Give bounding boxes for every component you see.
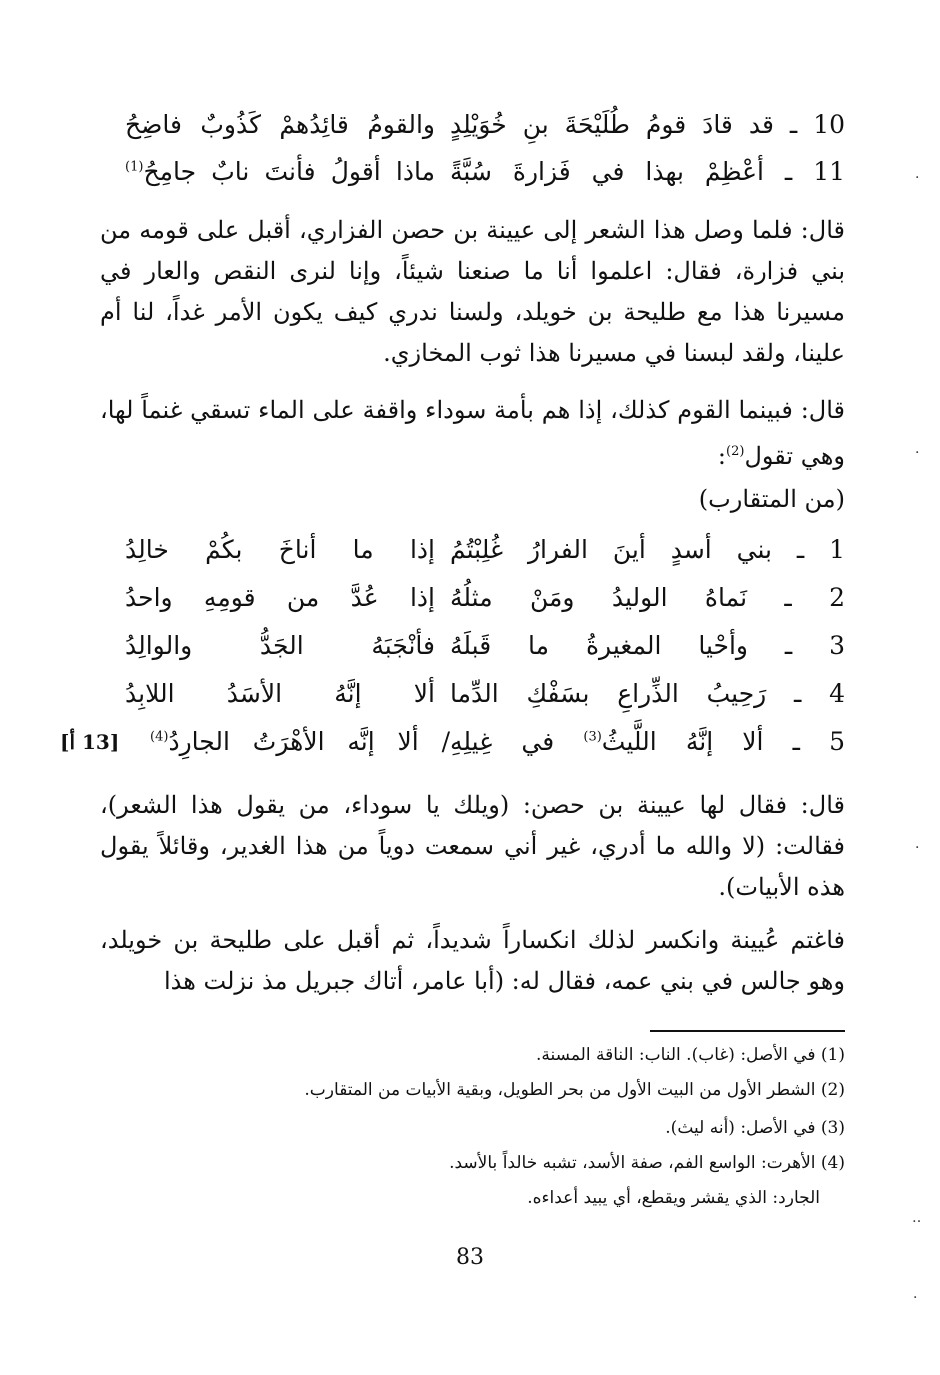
margin-speck: ·	[915, 170, 920, 186]
footnote-ref-4: (4)	[150, 729, 169, 745]
paragraph-2-colon: :	[717, 442, 727, 470]
poem1-verse-11-text: ماذا أقولُ فأنتَ نابٌ جامِحُ	[143, 157, 435, 186]
poem2-verse-5-text-a: 5 ـ ألا إنَّهُ اللَّيثُ	[601, 727, 845, 756]
poem2-verse-4-first: 4 ـ رَحِيبُ الذِّراعِ بسَفْكِ الدِّما	[450, 679, 845, 708]
margin-speck: ‥	[912, 1210, 922, 1226]
paragraph-3: قال: فقال لها عيينة بن حصن: (ويلك يا سوداء، من يقول هذا الشعر)، فقالت: (لا والله ما أدري، غير أني سمعت دوياً من هذا الغدير، وقائلاً يقول هذه الأبيات).	[100, 791, 845, 901]
poem2-verse-4-second: ألا إنَّهُ الأسَدُ اللابِدُ	[125, 679, 435, 708]
poem2-verse-1-first: 1 ـ بني أسدٍ أينَ الفرارُ غُلِبْتُمُ	[450, 535, 845, 564]
poem2-verse-2-first: 2 ـ نَماهُ الوليدُ ومَنْ مثلُهُ	[450, 583, 845, 612]
meter-label: (من المتقارب)	[698, 485, 845, 513]
footnote-1: (1) في الأصل: (غاب). الناب: الناقة المسنة.	[536, 1045, 845, 1065]
poem1-verse-10-first: 10 ـ قد قادَ قومُ طُلَيْحَةَ بنِ خُوَيْلِدٍ	[450, 110, 845, 139]
paragraph-2	[100, 390, 845, 477]
poem2-verse-5-first	[450, 727, 845, 756]
footnote-ref-3: (3)	[583, 729, 602, 745]
paragraph-1: قال: فلما وصل هذا الشعر إلى عيينة بن حصن الفزاري، أقبل على قومه من بني فزارة، فقال: اعلموا أنا ما صنعنا شيئاً، وإنا لنرى النقص والعار في مسيرنا هذا مع طليحة بن خويلد، ولسنا ندري كيف يكون الأمر غداً، لنا أم علينا، ولقد لبسنا في مسيرنا هذا ثوب المخازي.	[100, 216, 845, 367]
footnote-ref-2: (2)	[726, 444, 745, 459]
poem2-verse-3-second: فأنْجَبَهُ الجَدُّ والوالِدُ	[125, 631, 435, 660]
footnote-divider	[650, 1030, 845, 1032]
footnote-3: (3) في الأصل: (أنه ليث).	[665, 1118, 845, 1138]
poem2-verse-5-second	[150, 727, 450, 756]
poem2-verse-3-first: 3 ـ وأحْيا المغيرةُ ما قَبلَهُ	[450, 631, 845, 660]
paragraph-4: فاغتم عُيينة وانكسر لذلك انكساراً شديداً، ثم أقبل على طليحة بن خويلد، وهو جالس في بني عمه، فقال له: (أبا عامر، أتاك جبريل مذ نزلت هذا	[100, 926, 846, 995]
poem2-verse-5-text-c: / ألا إنَّه الأهْرَتُ الجارِدُ	[168, 727, 450, 756]
poem2-verse-1-second: إذا ما أناخَ بكُمْ خالِدُ	[125, 535, 435, 564]
paragraph-2-text: قال: فبينما القوم كذلك، إذا هم بأمة سوداء واقفة على الماء تسقي غنماً لها، وهي تقول	[100, 396, 845, 470]
margin-speck: ·	[915, 840, 920, 856]
page-number: 83	[456, 1245, 484, 1270]
footnote-4-continued: الجارد: الذي يقشر ويقطع، أي يبيد أعداءه.	[527, 1188, 820, 1208]
footnote-ref-1: (1)	[125, 159, 144, 175]
poem1-verse-11-second	[125, 157, 435, 186]
footnote-2: (2) الشطر الأول من البيت الأول من بحر الطويل، وبقية الأبيات من المتقارب.	[304, 1080, 845, 1100]
folio-marker: [13 أ]	[60, 730, 120, 754]
margin-speck: ·	[913, 1290, 918, 1306]
poem1-verse-11-first: 11 ـ أعْظِمْ بهذا في فَزارةَ سُبَّةً	[450, 157, 845, 186]
poem1-verse-10-second: والقومُ قائِدُهمْ كَذُوبٌ فاضِحُ	[125, 110, 435, 139]
footnote-4: (4) الأهرت: الواسع الفم، صفة الأسد، تشبه خالداً بالأسد.	[449, 1153, 845, 1173]
margin-speck: ·	[915, 445, 920, 461]
poem2-verse-5-text-b: في غِيلِهِ	[450, 727, 584, 756]
poem2-verse-2-second: إذا عُدَّ من قومِهِ واحدُ	[125, 583, 435, 612]
